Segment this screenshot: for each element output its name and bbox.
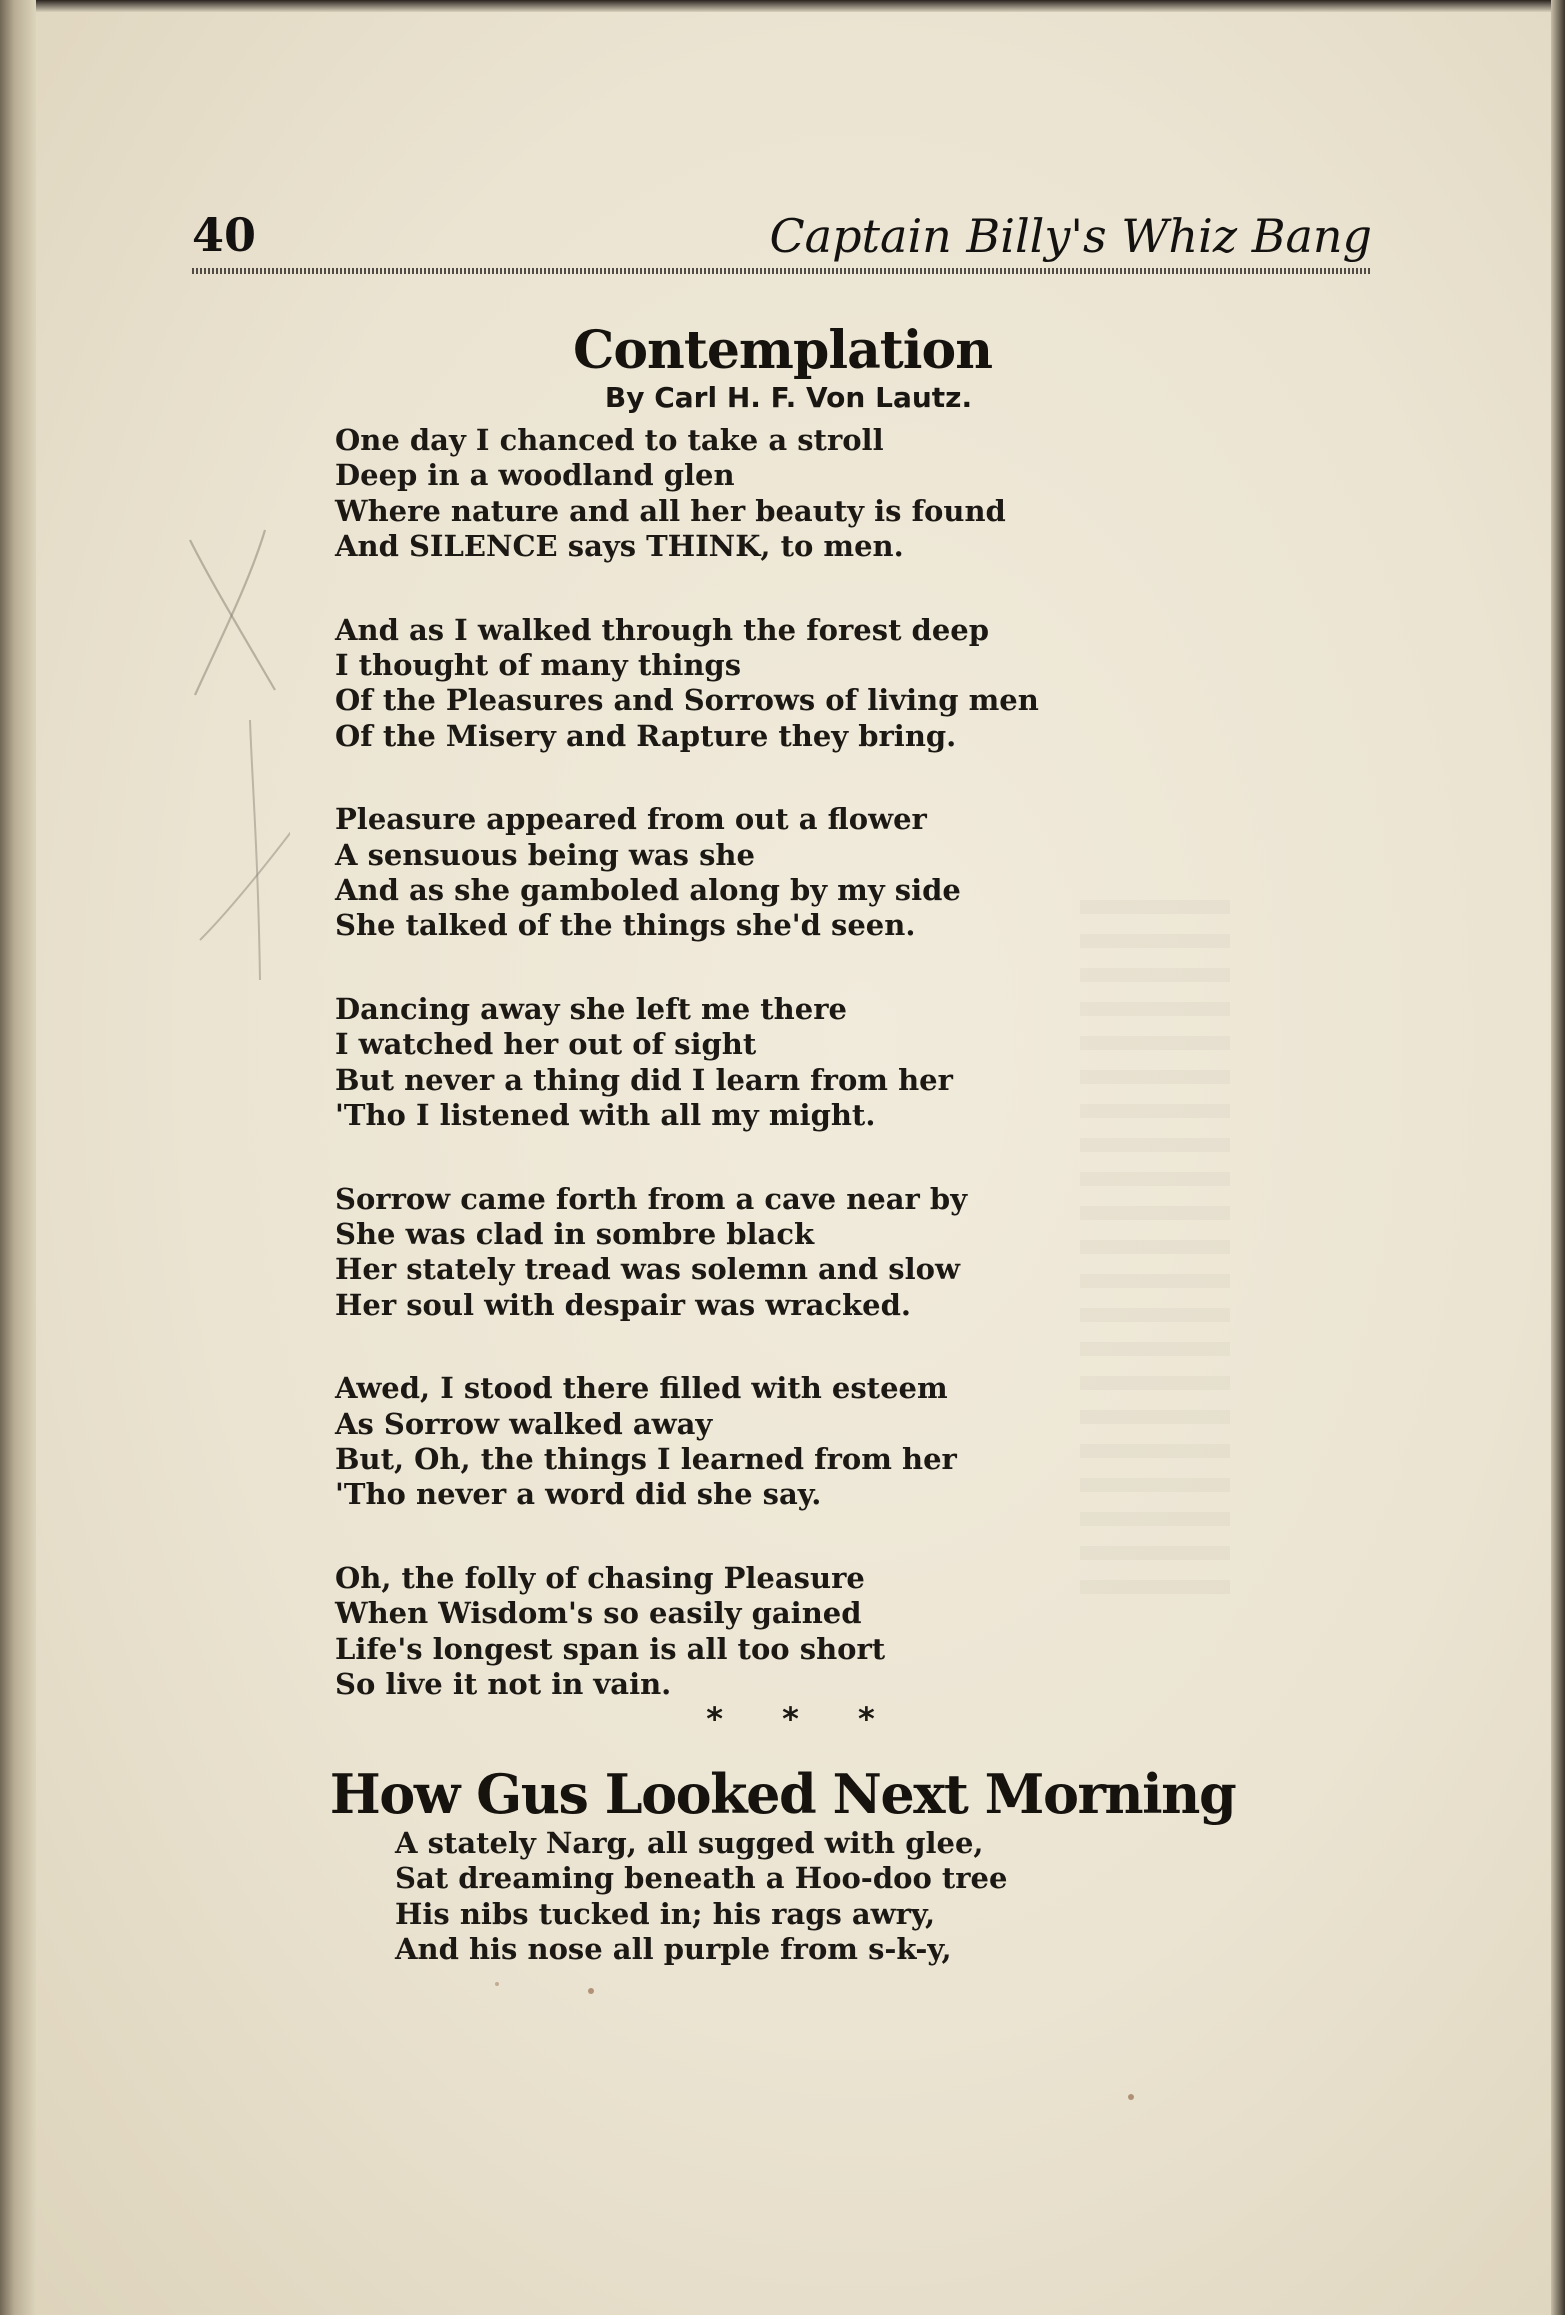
stanza [335,1561,1235,1703]
verse-line: Deep in a woodland glen [335,458,735,493]
verse-line: When Wisdom's so easily gained [335,1596,862,1631]
verse-line: Her soul with despair was wracked. [335,1287,911,1322]
verse-line: A sensuous being was she [335,837,755,872]
verse-line: Pleasure appeared from out a flower [335,802,927,837]
verse-line: So live it not in vain. [335,1666,672,1701]
page-number: 40 [192,208,257,262]
poem-byline: By Carl H. F. Von Lautz. [604,381,973,414]
verse-line: Where nature and all her beauty is found [335,493,1006,528]
paper-speck [588,1988,594,1994]
verse-line: Of the Pleasures and Sorrows of living men [335,683,1039,718]
poem-gus [395,1826,1295,1968]
paper-speck [495,1982,499,1986]
verse-line: His nibs tucked in; his rags awry, [395,1896,936,1931]
verse-line: 'Tho never a word did she say. [335,1477,822,1512]
poem-title-gus: How Gus Looked Next Morning [329,1762,1236,1826]
stanza [335,992,1235,1134]
verse-line: One day I chanced to take a stroll [335,423,884,457]
poem-title-contemplation: Contemplation [572,320,993,381]
running-head [192,205,1372,275]
verse-line: And as I walked through the forest deep [335,612,990,647]
pencil-x-mark [180,520,290,1000]
verse-line: Sat dreaming beneath a Hoo-doo tree [395,1861,1008,1896]
verse-line: Life's longest span is all too short [335,1631,886,1666]
stanza [335,423,1235,565]
verse-line: Her stately tread was solemn and slow [335,1252,960,1287]
stanza [335,802,1235,944]
verse-line: 'Tho I listened with all my might. [335,1098,876,1133]
verse-line: But, Oh, the things I learned from her [335,1441,957,1476]
verse-line: Dancing away she left me there [335,991,847,1026]
verse-line: Awed, I stood there filled with esteem [335,1371,948,1406]
page-edge-top [0,0,1565,12]
verse-line: I watched her out of sight [335,1027,757,1062]
paper-speck [1128,2094,1134,2100]
verse-line: And SILENCE says THINK, to men. [335,529,904,564]
verse-line: I thought of many things [335,648,742,683]
stanza [335,1182,1235,1324]
verse-line: Sorrow came forth from a cave near by [335,1181,968,1216]
verse-line: Of the Misery and Rapture they bring. [335,718,957,753]
stanza [335,613,1235,755]
header-rule [192,268,1372,274]
poem-contemplation [335,423,1235,1750]
verse-line: A stately Narg, all sugged with glee, [395,1826,984,1860]
verse-line: And as she gamboled along by my side [335,873,961,908]
stanza [335,1371,1235,1513]
magazine-title: Captain Billy's Whiz Bang [769,209,1372,263]
section-separator: * * * [706,1700,899,1738]
verse-line: But never a thing did I learn from her [335,1062,953,1097]
verse-line: She talked of the things she'd seen. [335,908,916,943]
verse-line: She was clad in sombre black [335,1216,815,1251]
verse-line: As Sorrow walked away [335,1406,713,1441]
verse-line: Oh, the folly of chasing Pleasure [335,1560,865,1595]
verse-line: And his nose all purple from s-k-y, [395,1932,952,1967]
